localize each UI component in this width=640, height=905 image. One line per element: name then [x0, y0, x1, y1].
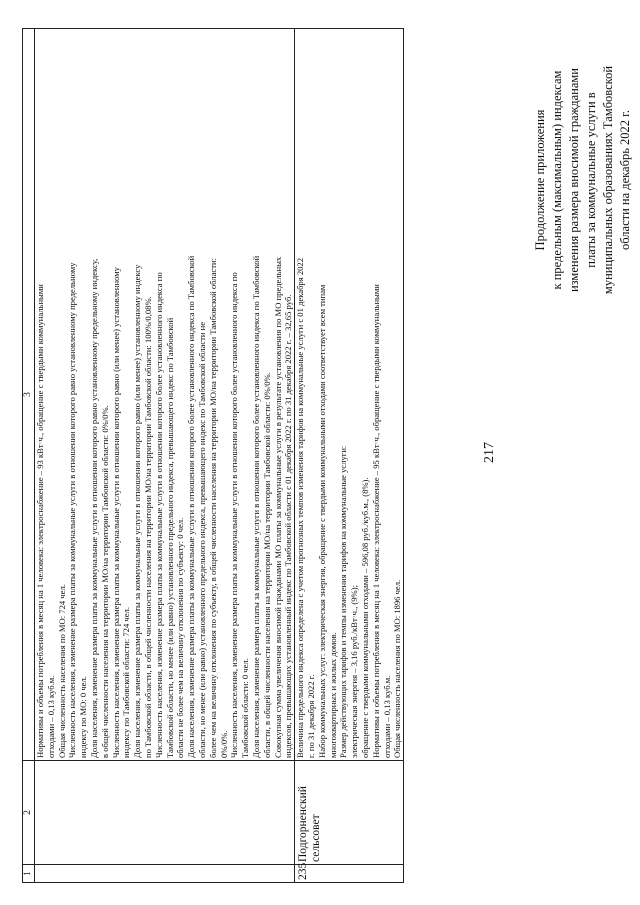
- row-number-cell: [35, 865, 295, 883]
- text-line: по Тамбовской области, в общей численности населения на территории МО/на территории Тамбовской области: 100%/0,08%.: [142, 296, 153, 758]
- text-line: индексу по Тамбовской области: 724 чел.: [121, 607, 132, 758]
- text-line: Нормативы и объемы потребления в месяц на 1 человека: электроснабжение – 93 кВт·ч., обращение с твердыми коммунальными: [35, 284, 45, 758]
- text-line: Набор коммунальных услуг: электрическая энергия, обращение с твердыми коммунальными отходами соответствует всем типам: [316, 284, 327, 758]
- text-line: Численность населения, изменение размера платы за коммунальные услуги в отношении которого более установленного индекса по: [229, 272, 240, 758]
- table-row: [295, 29, 404, 883]
- text-line: Нормативы и объемы потребления в месяц на 1 человека: электроснабжение – 95 кВт·ч., обращение с твердыми коммунальными: [370, 284, 381, 758]
- text-line: Величина предельного индекса определена с учетом прогнозных темпов изменения тарифов на коммунальные услуги с 01 декабря 2022: [295, 257, 306, 758]
- text-line: индексу по МО: 0 чел.: [78, 676, 89, 758]
- text-line: индексов, превышающих установленный индекс по Тамбовской области с 01 декабря 2022 г. по 31 декабря 2022 г. – 32,65 руб.: [283, 294, 294, 758]
- description-cell: [35, 29, 295, 761]
- column-header: 3: [23, 29, 35, 761]
- header-line: платы за коммунальные услуги в: [584, 92, 598, 268]
- text-line: Доля населения, изменение размера платы за коммунальные услуги в отношении которого равно установленному предельному индексу,: [88, 258, 99, 758]
- settlement-cell: Подгорненский сельсовет: [295, 761, 404, 865]
- text-line: Общая численность населения по МО: 724 чел.: [56, 584, 67, 758]
- row-number-cell: 235: [295, 865, 404, 883]
- text-line: обращение с твердыми коммунальными отходами – 596,08 руб./куб.м., (8%).: [359, 477, 370, 758]
- text-line: Тамбовской области, но менее (или равно) установленного предельного индекса, превышающего индекс по Тамбовской: [164, 317, 175, 758]
- settlement-cell: [35, 761, 295, 865]
- appendix-header: [532, 15, 634, 345]
- text-line: области, в общей численности населения на территории МО/на территории Тамбовской области: 0%/0%.: [261, 372, 272, 758]
- text-line: Размер действующих тарифов и темпы изменения тарифов на коммунальные услуги:: [338, 445, 349, 758]
- text-line: Доля населения, изменение размера платы за коммунальные услуги в отношении которого более установленного индекса по Тамбовской: [186, 255, 197, 758]
- text-line: в общей численности населения на территории МО/на территории Тамбовской области: 0%/0%.: [99, 405, 110, 758]
- text-line: отходами – 0,13 куб.м.: [381, 675, 392, 758]
- description-cell: [295, 29, 404, 761]
- indices-table: [22, 28, 404, 883]
- header-line: области на декабрь 2022 г.: [618, 110, 632, 251]
- header-line: к предельным (максимальным) индексам: [550, 70, 564, 290]
- header-line: изменения размера вносимой гражданами: [567, 68, 581, 293]
- page-number: 217: [482, 442, 497, 463]
- text-line: многоквартирных и жилых домов.: [327, 632, 338, 758]
- text-line: Доля населения, изменение размера платы за коммунальные услуги в отношении которого более установленного индекса по Тамбовской: [250, 255, 261, 758]
- column-header: 1: [23, 865, 35, 883]
- text-line: Тамбовской области: 0 чел.: [240, 658, 251, 758]
- text-line: Общая численность населения по МО: 1896 чел.: [392, 579, 403, 758]
- text-line: области не более чем на величину отклонения по субъекту: 0 чел.: [175, 517, 186, 758]
- text-line: 0%/0%.: [218, 730, 229, 758]
- text-line: электрическая энергия – 3,16 руб./кВт·ч., (9%);: [349, 585, 360, 758]
- text-line: Доля населения, изменение размера платы за коммунальные услуги в отношении которого равно (или менее) установленному индексу: [132, 264, 143, 758]
- text-line: Численность населения, изменение размера платы за коммунальные услуги в отношении которого равно (или менее) установленному: [110, 267, 121, 758]
- text-line: Численность населения, изменение размера платы за коммунальные услуги в отношении которого равно установленному предельному: [67, 262, 78, 758]
- table-header-row: [23, 29, 35, 883]
- text-line: Совокупная сумма увеличения вносимой гражданами МО платы за коммунальные услуги в результате установления по МО предельных: [272, 256, 283, 758]
- text-line: отходами – 0,13 куб.м.: [45, 675, 56, 758]
- header-line: муниципальных образованиях Тамбовской: [601, 65, 615, 295]
- table-row: [35, 29, 295, 883]
- column-header: 2: [23, 761, 35, 865]
- text-line: г. по 31 декабря 2022 г.: [305, 674, 316, 758]
- text-line: области, но менее (или равно) установленного предельного индекса, превышающего индекс по Тамбовской области не: [196, 321, 207, 758]
- text-line: более чем на величину отклонения по субъекту, в общей численности населения на территории МО/на территории Тамбовской области:: [207, 258, 218, 758]
- text-line: Численность населения, изменение размера платы за коммунальные услуги в отношении которого более установленного индекса по: [153, 272, 164, 758]
- header-line: Продолжение приложения: [533, 109, 547, 251]
